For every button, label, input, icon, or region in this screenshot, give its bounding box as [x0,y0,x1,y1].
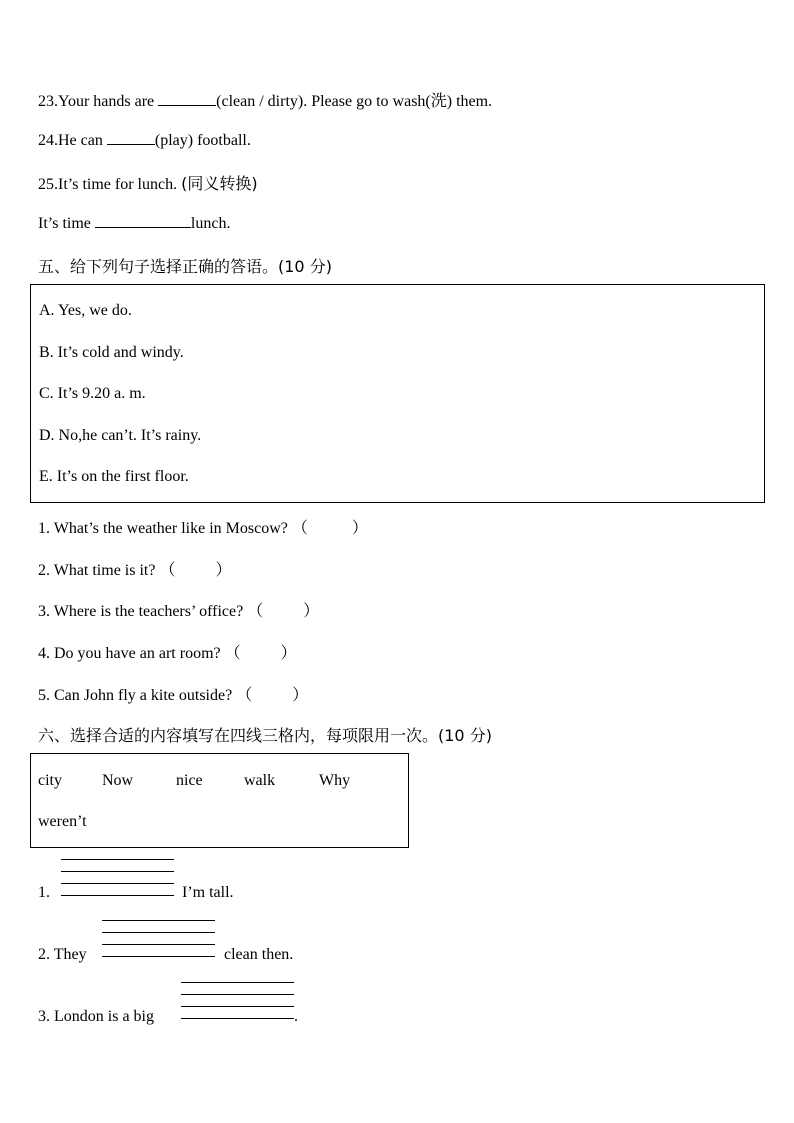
question-24 [38,130,251,150]
question-5-5 [38,682,308,705]
wordbank-box [30,753,409,848]
question-5-1 [38,515,368,538]
question-text: It’s time for lunch. [58,176,182,193]
fill-2-text: clean then. [224,946,294,963]
answer-blank[interactable] [107,130,155,145]
option-d: D. No,he can’t. It’s rainy. [39,427,202,444]
answer-paren[interactable]: （ ） [159,562,232,579]
answer-blank[interactable] [95,213,191,228]
four-line-grid[interactable] [61,859,174,897]
question-25-rewrite [38,213,230,233]
four-line-grid[interactable] [102,920,215,958]
word-walk: walk [244,772,276,789]
answer-paren[interactable]: （ ） [247,603,320,620]
word-city: city [38,772,62,789]
option-e: E. It’s on the first floor. [39,468,189,485]
question-text: London is a big [54,1008,154,1025]
question-number: 25. [38,176,58,193]
word-now: Now [102,772,134,789]
word-nice: nice [176,772,203,789]
question-text: 5. Can John fly a kite outside? [38,687,233,704]
question-text: 1. What’s the weather like in Moscow? [38,520,288,537]
question-number: 24. [38,132,58,149]
fill-2 [38,946,87,964]
question-text-end: lunch. [190,215,231,232]
question-number: 1. [38,884,50,901]
answer-paren[interactable]: （ ） [224,645,297,662]
question-text-end: (clean / dirty). Please go to wash(洗) them. [216,93,493,110]
options-box [30,284,765,503]
answer-paren[interactable]: （ ） [236,687,309,704]
question-5-3 [38,598,319,621]
question-text: 4. Do you have an art room? [38,645,221,662]
option-b: B. It’s cold and windy. [39,344,184,361]
question-25 [38,171,258,194]
question-text: It’s time [38,215,95,232]
fill-1 [38,884,50,902]
word-werent: weren’t [38,813,87,830]
question-text: They [53,946,87,963]
question-text-end: (play) football. [154,132,251,149]
answer-paren[interactable]: （ ） [291,520,368,537]
question-number: 23. [38,93,58,110]
fill-1-text: I’m tall. [182,884,234,901]
question-number: 2. [38,946,50,963]
question-5-4 [38,640,297,663]
answer-blank[interactable] [158,91,216,106]
question-text: 2. What time is it? [38,562,156,579]
question-note: (同义转换) [181,174,258,193]
fill-3-text: . [294,1008,298,1025]
section-5-title: 五、给下列句子选择正确的答语。(10 分) [38,257,332,276]
question-23 [38,88,492,111]
option-c: C. It’s 9.20 a. m. [39,385,146,402]
question-text: Your hands are [58,93,159,110]
question-number: 3. [38,1008,50,1025]
question-5-2 [38,557,232,580]
section-6-title: 六、选择合适的内容填写在四线三格内，每项限用一次。(10 分) [38,726,492,745]
word-why: Why [319,772,351,789]
option-a: A. Yes, we do. [39,302,132,319]
question-text: He can [58,132,107,149]
four-line-grid[interactable] [181,982,294,1020]
fill-3 [38,1008,154,1026]
question-text: 3. Where is the teachers’ office? [38,603,244,620]
